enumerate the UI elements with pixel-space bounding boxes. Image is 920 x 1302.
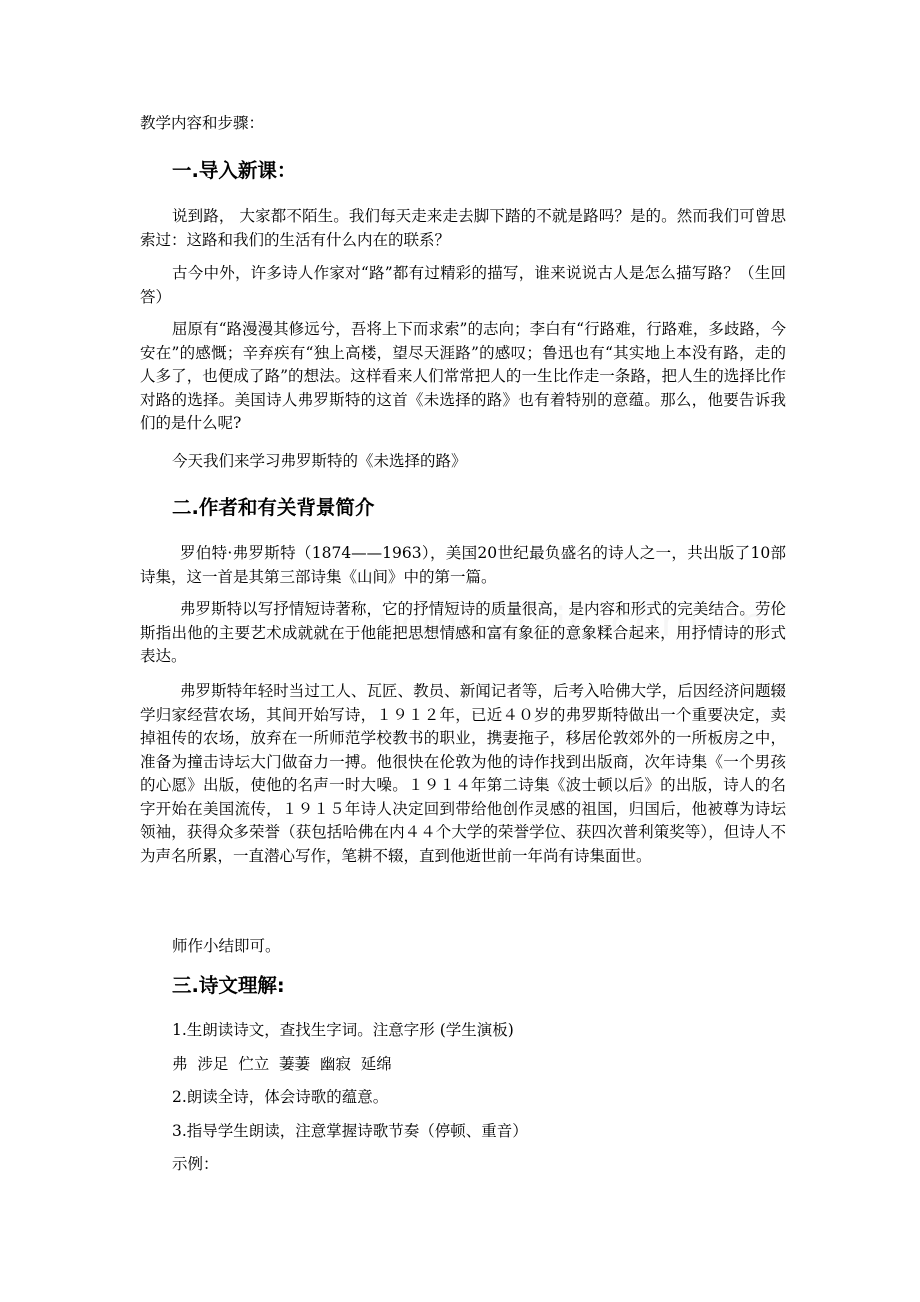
paragraph: 说到路， 大家都不陌生。我们每天走来走去脚下踏的不就是路吗？是的。然而我们可曾思索过：这路和我们的生活有什么内在的联系？ xyxy=(140,207,786,249)
example-label: 示例： xyxy=(172,1155,219,1173)
paragraph: 弗罗斯特年轻时当过工人、瓦匠、教员、新闻记者等，后考入哈佛大学，后因经济问题辍学归家经营农场，其间开始写诗，１９１２年，已近４０岁的弗罗斯特做出一个重要决定，卖掉祖传的农场，放弃在一所师范学校教书的职业，携妻拖子，移居伦敦郊外的一所板房之中，准备为撞击诗坛大门做奋力一搏。他很快在伦敦为他的诗作找到出版商，次年诗集《一个男孩的心愿》出版，使他的名声一时大噪。１９１４年第二诗集《波士顿以后》的出版，诗人的名字开始在美国流传，１９１５年诗人决定回到带给他创作灵感的祖国，归国后，他被尊为诗坛领袖，获得众多荣誉（获包括哈佛在内４４个大学的荣誉学位、获四次普利策奖等），但诗人不为声名所累，一直潜心写作，笔耕不辍，直到他逝世前一年尚有诗集面世。 xyxy=(140,682,786,865)
list-item: 2.朗读全诗，体会诗歌的蕴意。 xyxy=(172,1088,389,1106)
paragraph: 古今中外，许多诗人作家对“路”都有过精彩的描写，谁来说说古人是怎么描写路？（生回答） xyxy=(140,264,786,306)
list-item: 1.生朗读诗文，查找生字词。注意字形 (学生演板) xyxy=(172,1021,514,1039)
intro-label: 教学内容和步骤： xyxy=(140,114,265,132)
vocabulary-list: 弗 涉足 伫立 萋萋 幽寂 延绵 xyxy=(172,1055,392,1073)
section-heading-poem: 三.诗文理解: xyxy=(172,974,285,997)
paragraph: 师作小结即可。 xyxy=(172,937,281,955)
paragraph: 弗罗斯特以写抒情短诗著称，它的抒情短诗的质量很高，是内容和形式的完美结合。劳伦斯指出他的主要艺术成就就在于他能把思想情感和富有象征的意象糅合起来，用抒情诗的形式表达。 xyxy=(140,600,786,665)
paragraph: 屈原有“路漫漫其修远兮，吾将上下而求索”的志向；李白有“行路难，行路难，多歧路，今安在”的感慨；辛弃疾有“独上高楼，望尽天涯路”的感叹；鲁迅也有“其实地上本没有路，走的人多了，也便成了路”的想法。这样看来人们常常把人的一生比作走一条路，把人生的选择比作对路的选择。美国诗人弗罗斯特的这首《未选择的路》也有着特别的意蕴。那么，他要告诉我们的是什么呢? xyxy=(140,320,786,432)
paragraph: 今天我们来学习弗罗斯特的《未选择的路》 xyxy=(172,452,467,470)
section-heading-author: 二.作者和有关背景简介 xyxy=(172,496,375,519)
section-heading-intro: 一.导入新课： xyxy=(172,159,297,182)
list-item: 3.指导学生朗读，注意掌握诗歌节奏（停顿、重音） xyxy=(172,1122,528,1140)
paragraph: 罗伯特·弗罗斯特（1874——1963），美国20世纪最负盛名的诗人之一，共出版了10部诗集，这一首是其第三部诗集《山间》中的第一篇。 xyxy=(140,544,786,586)
